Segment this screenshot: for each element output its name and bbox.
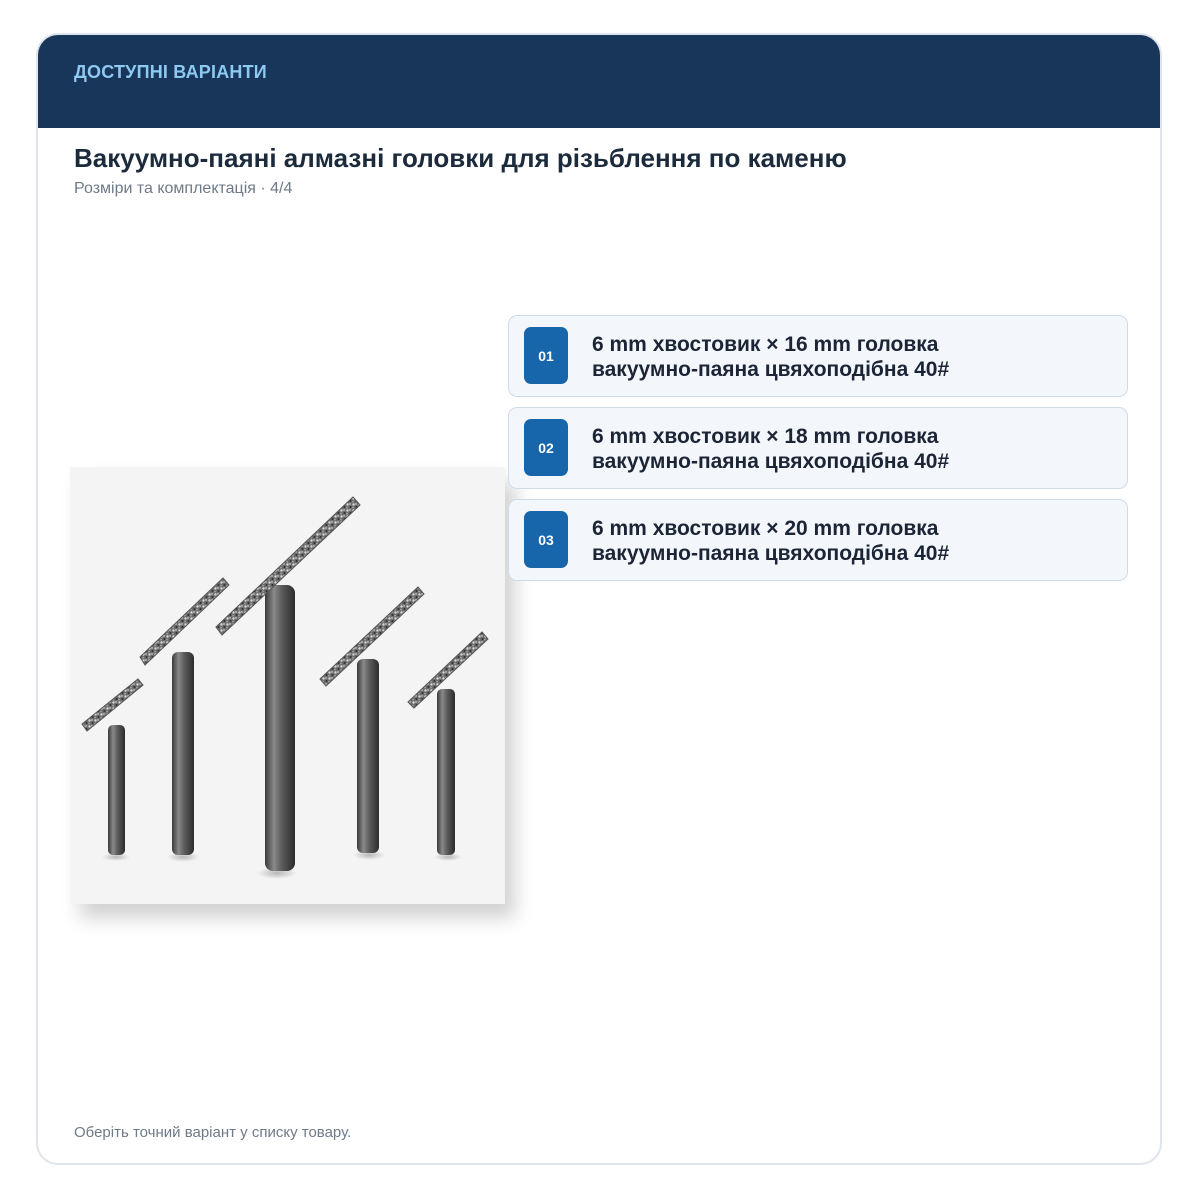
product-image xyxy=(70,467,505,904)
variant-item-01[interactable] xyxy=(508,315,1128,397)
header-bar xyxy=(38,35,1160,128)
footer-note: Оберіть точний варіант у списку товару. xyxy=(74,1124,352,1141)
variant-line-1: 6 mm хвостовик × 18 mm головка xyxy=(592,425,939,448)
variant-number-badge: 01 xyxy=(524,327,568,384)
header-label: ДОСТУПНІ ВАРІАНТИ xyxy=(74,62,267,82)
variant-description xyxy=(592,516,1107,566)
variant-description xyxy=(592,332,1107,382)
variant-line-2: вакуумно-паяна цвяхоподібна 40# xyxy=(592,542,950,565)
variant-description xyxy=(592,424,1107,474)
content-card xyxy=(36,33,1162,1165)
variant-number-badge: 02 xyxy=(524,419,568,476)
page-title: Вакуумно-паяні алмазні головки для різьблення по каменю xyxy=(74,143,847,173)
page-subtitle: Розміри та комплектація · 4/4 xyxy=(74,180,293,197)
variant-line-1: 6 mm хвостовик × 16 mm головка xyxy=(592,333,939,356)
variant-line-2: вакуумно-паяна цвяхоподібна 40# xyxy=(592,358,950,381)
variant-line-1: 6 mm хвостовик × 20 mm головка xyxy=(592,517,939,540)
variant-line-2: вакуумно-паяна цвяхоподібна 40# xyxy=(592,450,950,473)
variant-item-03[interactable] xyxy=(508,499,1128,581)
variant-number-badge: 03 xyxy=(524,511,568,568)
variant-item-02[interactable] xyxy=(508,407,1128,489)
variant-list xyxy=(508,315,1128,591)
